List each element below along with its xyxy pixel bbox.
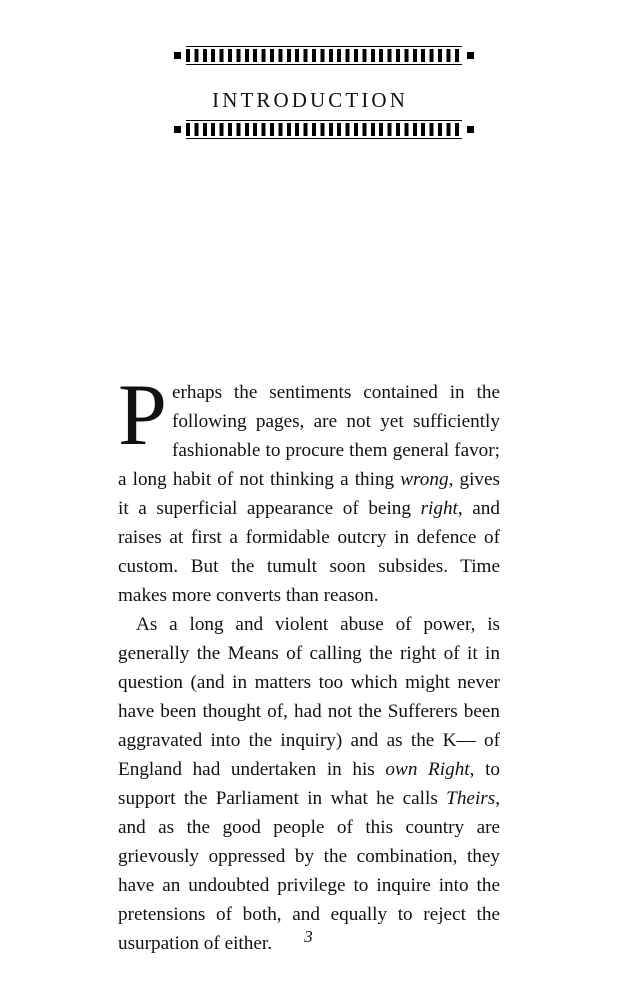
ornament-band — [186, 120, 462, 139]
body-text: , to support the Parliament in what he calls — [118, 759, 500, 809]
emphasis-text: Theirs — [446, 788, 496, 809]
body-text: erhaps the sentiments contained in the following pages, are not yet sufficiently fashionable to procure them general favor; a long habit of not thinking a thing — [118, 382, 500, 490]
emphasis-text: wrong — [400, 469, 449, 490]
paragraph — [118, 367, 500, 610]
drop-cap: P — [118, 367, 167, 464]
ornament-square-left-icon — [174, 52, 181, 59]
emphasis-text: right — [420, 498, 458, 519]
body-text: , and as the good people of this country are grievously oppressed by the combination, they have an undoubted privilege to inquire into the pretensions of both, and equally to reject the usurpation of either. — [118, 788, 500, 954]
emphasis-text: own Right — [385, 759, 470, 780]
ornament-rule-bottom — [174, 118, 474, 140]
page-title: INTRODUCTION — [212, 88, 408, 113]
paragraph — [118, 610, 500, 958]
ornament-ticks — [186, 123, 462, 136]
ornament-band — [186, 46, 462, 65]
page-number: 3 — [304, 927, 313, 946]
ornament-ticks — [186, 49, 462, 62]
ornament-square-right-icon — [467, 126, 474, 133]
body-text: , gives it a superficial appearance of being — [118, 469, 500, 519]
body-text: As a long and violent abuse of power, is generally the Means of calling the right of it in question (and in matters too which might never have been thought of, had not the Sufferers been aggravated into the inquiry) and as the K— of England had undertaken in his — [118, 614, 500, 780]
body-text: , and raises at first a formidable outcry in defence of custom. But the tumult soon subsides. Time makes more converts than reason. — [118, 498, 500, 606]
ornament-rule-top — [174, 44, 474, 66]
ornament-square-right-icon — [467, 52, 474, 59]
ornament-square-left-icon — [174, 126, 181, 133]
body-text-block — [118, 367, 500, 958]
